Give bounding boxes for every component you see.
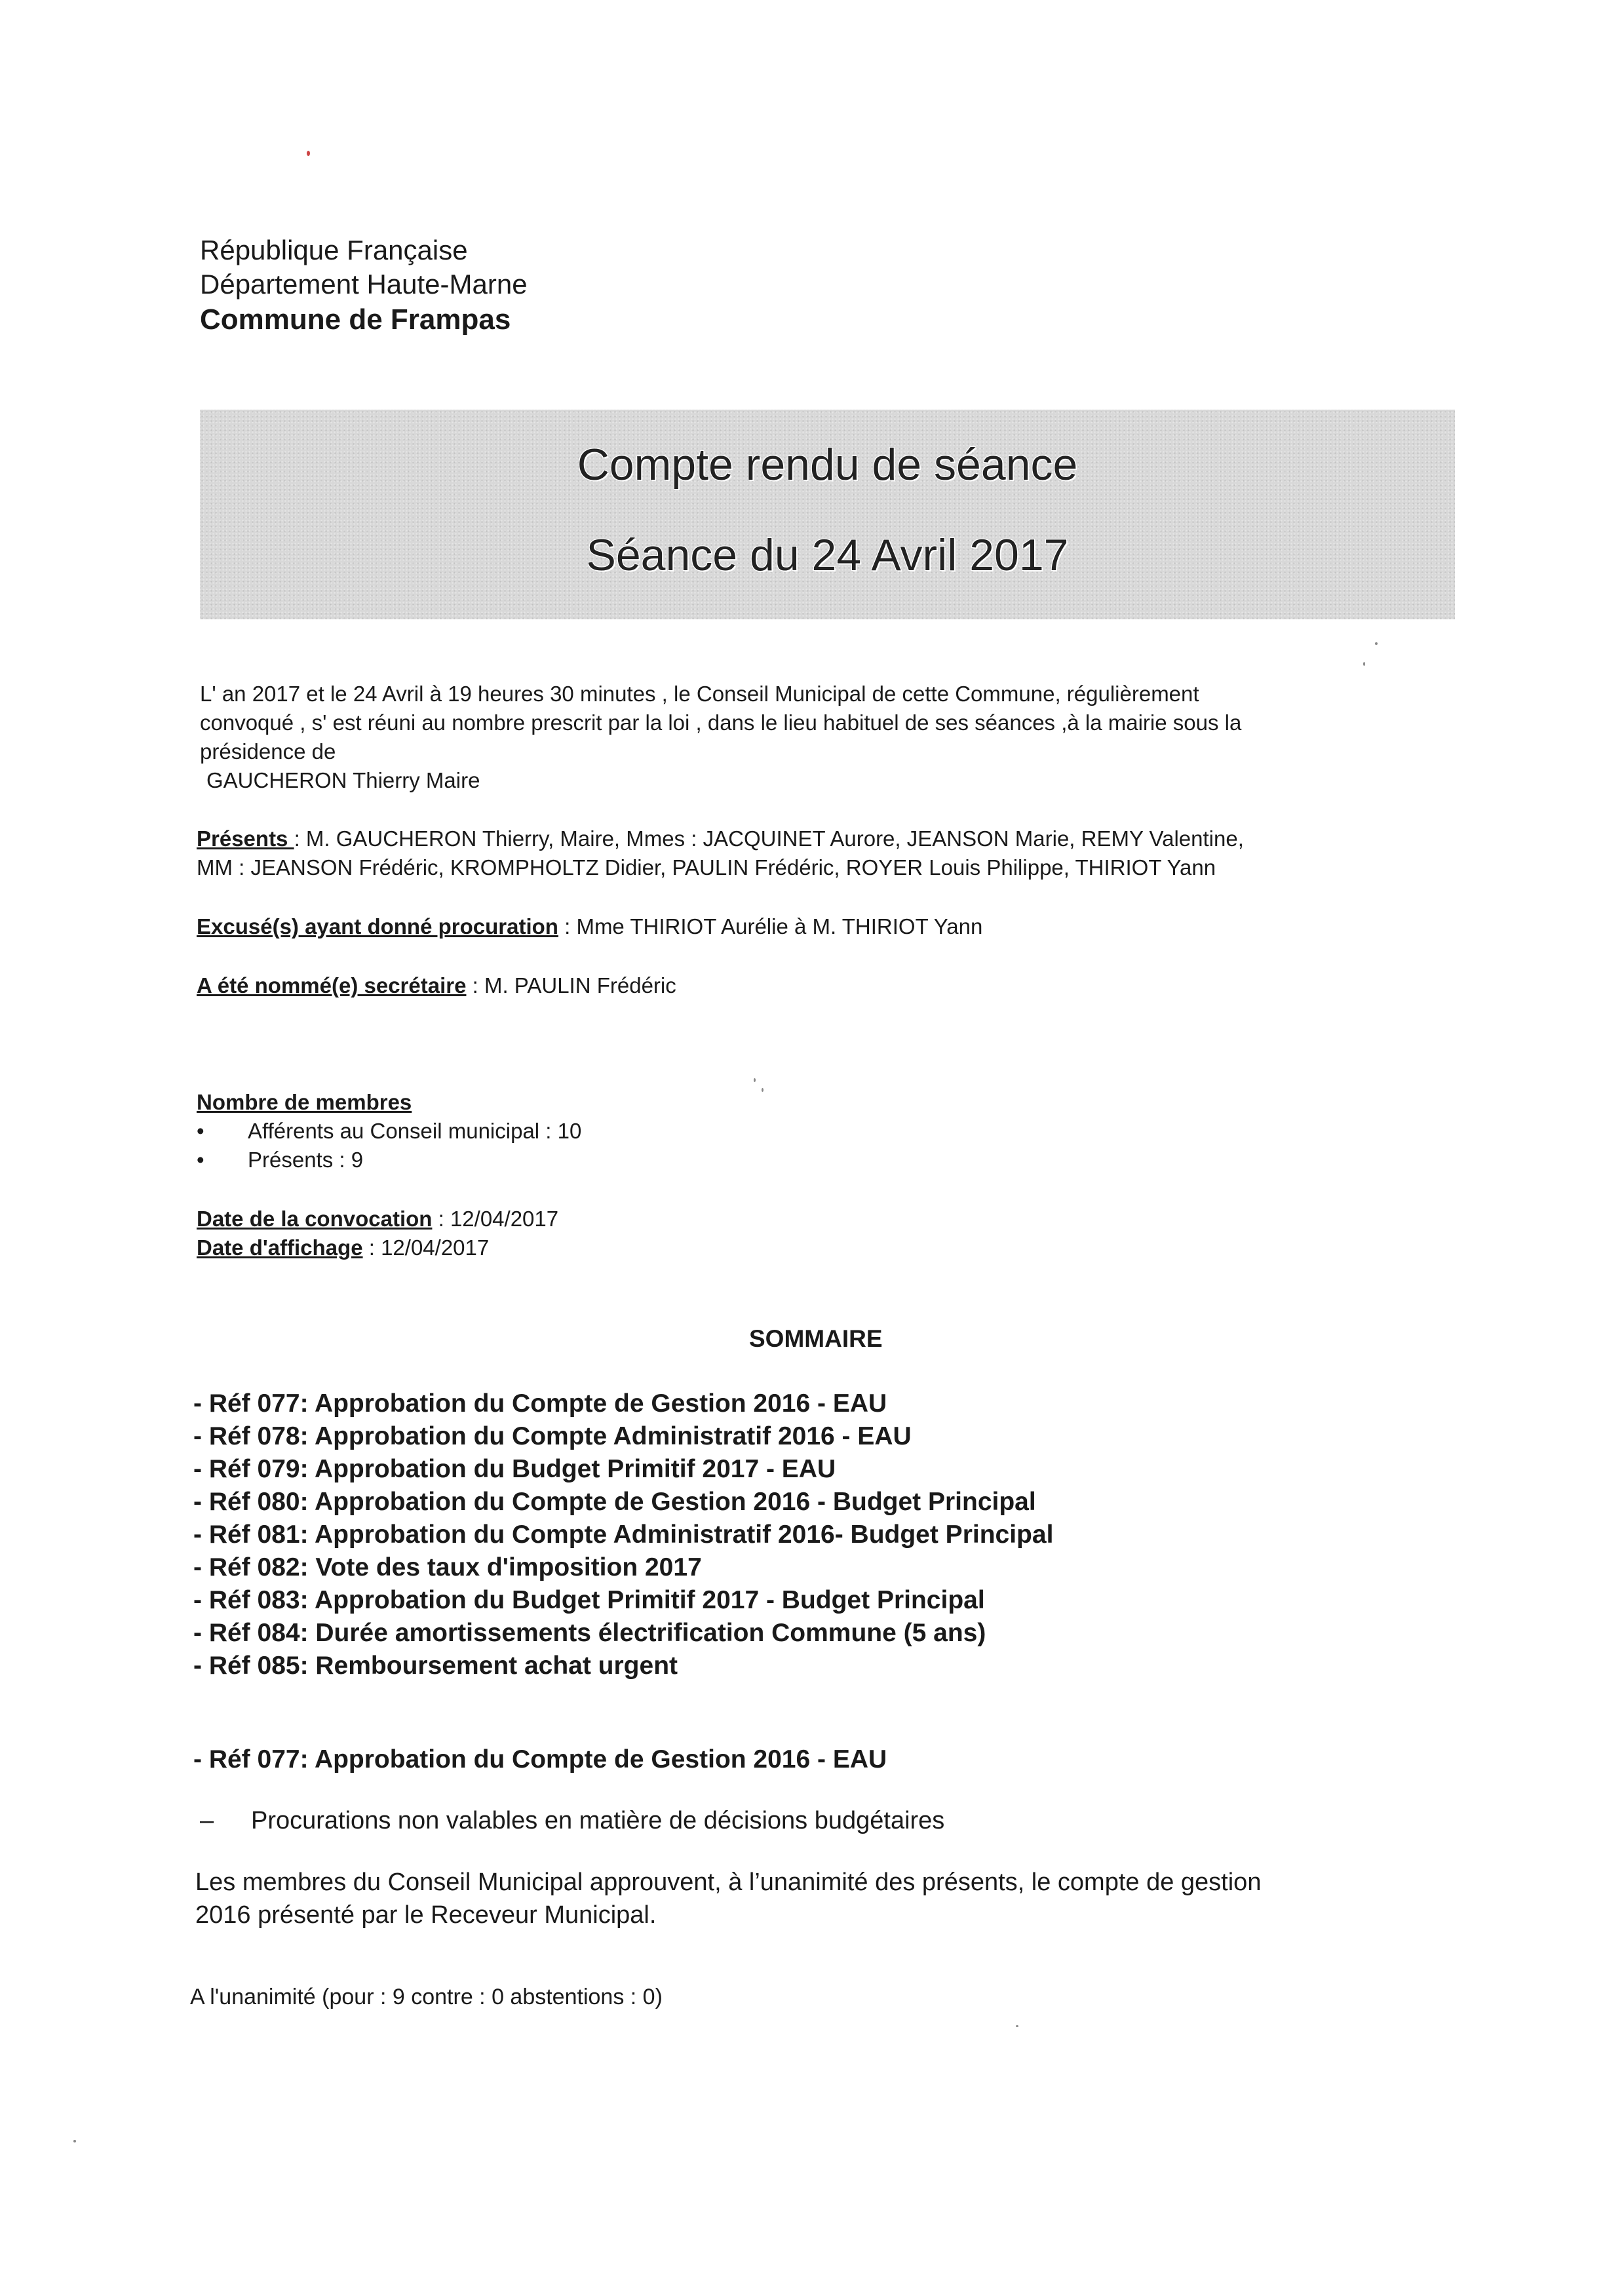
presents-label: Présents <box>197 826 294 851</box>
sommaire-item-078: - Réf 078: Approbation du Compte Administratif 2016 - EAU <box>193 1422 912 1450</box>
sommaire-item-085: - Réf 085: Remboursement achat urgent <box>193 1652 678 1680</box>
section-077-vote: A l'unanimité (pour : 9 contre : 0 abstentions : 0) <box>190 1985 663 2009</box>
section-077-title: - Réf 077: Approbation du Compte de Gestion 2016 - EAU <box>193 1745 887 1773</box>
excuses-value: : Mme THIRIOT Aurélie à M. THIRIOT Yann <box>558 914 983 939</box>
membres-label: Nombre de membres <box>197 1090 412 1114</box>
sommaire-item-083: - Réf 083: Approbation du Budget Primitif 2017 - Budget Principal <box>193 1586 985 1614</box>
sommaire-title: SOMMAIRE <box>749 1325 883 1352</box>
banner-subtitle: Séance du 24 Avril 2017 <box>586 530 1069 580</box>
scan-speck <box>762 1088 764 1092</box>
presents-line-1 <box>197 824 1244 853</box>
sommaire-item-082: - Réf 082: Vote des taux d'imposition 2017 <box>193 1553 702 1581</box>
scan-speck <box>1016 2025 1018 2027</box>
membres-afferents: Afférents au Conseil municipal : 10 <box>248 1119 582 1143</box>
date-convocation <box>197 1205 558 1233</box>
dash-icon: – <box>200 1807 214 1834</box>
intro-line-2: convoqué , s' est réuni au nombre prescrit par la loi , dans le lieu habituel de ses séances ,à la mairie sous la <box>200 710 1242 735</box>
date-affichage <box>197 1233 489 1262</box>
list-item <box>197 1117 721 1146</box>
excuses-line <box>197 912 982 941</box>
scan-speck <box>1375 642 1378 645</box>
header-commune: Commune de Frampas <box>200 303 511 336</box>
sommaire-item-081: - Réf 081: Approbation du Compte Administratif 2016- Budget Principal <box>193 1521 1054 1549</box>
section-077-note <box>200 1807 944 1835</box>
banner-title: Compte rendu de séance <box>577 440 1078 490</box>
scan-speck <box>1363 662 1365 666</box>
convocation-value: : 12/04/2017 <box>432 1207 559 1231</box>
section-077-para-2: 2016 présenté par le Receveur Municipal. <box>195 1901 657 1929</box>
header-departement: Département Haute-Marne <box>200 269 528 300</box>
intro-line-4: GAUCHERON Thierry Maire <box>206 768 480 792</box>
bullet-icon: • <box>197 1148 204 1172</box>
sommaire-item-077: - Réf 077: Approbation du Compte de Gestion 2016 - EAU <box>193 1389 887 1418</box>
header-republique: République Française <box>200 235 468 265</box>
membres-presents: Présents : 9 <box>248 1148 364 1172</box>
scan-speck <box>307 151 310 156</box>
note-text: Procurations non valables en matière de décisions budgétaires <box>251 1807 945 1834</box>
secretaire-label: A été nommé(e) secrétaire <box>197 973 467 998</box>
sommaire-item-080: - Réf 080: Approbation du Compte de Gestion 2016 - Budget Principal <box>193 1488 1036 1516</box>
secretaire-line <box>197 971 676 1000</box>
convocation-label: Date de la convocation <box>197 1207 433 1231</box>
membres-list <box>197 1117 721 1176</box>
scan-speck <box>73 2140 76 2142</box>
title-banner <box>200 410 1455 619</box>
section-077-para-1: Les membres du Conseil Municipal approuvent, à l’unanimité des présents, le compte de gestion <box>195 1869 1262 1896</box>
sommaire-item-084: - Réf 084: Durée amortissements électrification Commune (5 ans) <box>193 1619 986 1647</box>
presents-value-1: : M. GAUCHERON Thierry, Maire, Mmes : JACQUINET Aurore, JEANSON Marie, REMY Valentine, <box>294 826 1244 851</box>
affichage-value: : 12/04/2017 <box>362 1235 490 1260</box>
intro-line-3: présidence de <box>200 739 336 764</box>
secretaire-value: : M. PAULIN Frédéric <box>466 973 676 998</box>
intro-line-1: L' an 2017 et le 24 Avril à 19 heures 30 minutes , le Conseil Municipal de cette Commune, régulièrement <box>200 682 1199 706</box>
affichage-label: Date d'affichage <box>197 1235 363 1260</box>
presents-line-2: MM : JEANSON Frédéric, KROMPHOLTZ Didier, PAULIN Frédéric, ROYER Louis Philippe, THIRIOT Yann <box>197 855 1216 880</box>
bullet-icon: • <box>197 1119 204 1143</box>
sommaire-item-079: - Réf 079: Approbation du Budget Primitif 2017 - EAU <box>193 1455 836 1483</box>
list-item <box>197 1146 721 1174</box>
scan-speck <box>754 1078 756 1082</box>
sommaire-list <box>193 1387 1373 1689</box>
excuses-label: Excusé(s) ayant donné procuration <box>197 914 558 939</box>
